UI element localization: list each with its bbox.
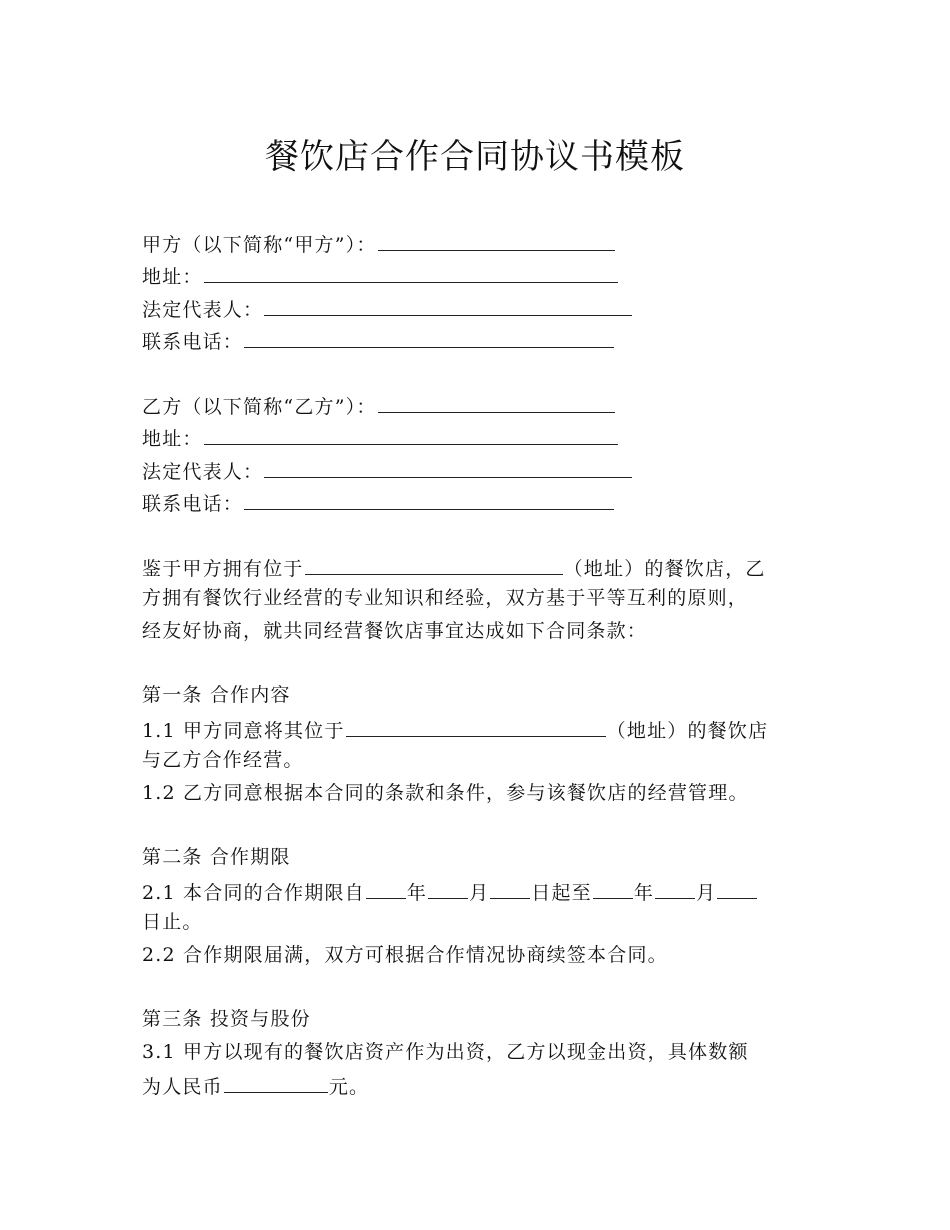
party-a-address-label: 地址： xyxy=(142,266,203,289)
party-b-name-line xyxy=(142,388,802,420)
party-b-address-blank xyxy=(204,420,618,445)
preamble-part-2: （地址）的餐饮店，乙 xyxy=(563,557,766,580)
party-b-rep-label: 法定代表人： xyxy=(142,460,264,483)
party-a-phone-line xyxy=(142,323,802,355)
spacer xyxy=(142,356,802,388)
article-1-heading: 第一条 合作内容 xyxy=(142,684,291,707)
preamble-part-1: 鉴于甲方拥有位于 xyxy=(142,557,304,580)
end-year-blank xyxy=(593,874,633,899)
end-day-blank xyxy=(717,874,757,899)
document-body xyxy=(142,226,802,1101)
preamble-address-blank xyxy=(305,550,563,575)
document-title: 餐饮店合作合同协议书模板 xyxy=(265,137,685,177)
amount-blank xyxy=(224,1068,328,1093)
party-b-phone-blank xyxy=(244,485,614,510)
party-a-phone-blank xyxy=(244,323,614,348)
party-b-address-line xyxy=(142,420,802,452)
party-b-rep-line xyxy=(142,453,802,485)
end-month-blank xyxy=(655,874,695,899)
start-day-blank xyxy=(490,874,530,899)
clause-2-1-prefix: 2.1 本合同的合作期限自 xyxy=(142,881,365,904)
clause-2-1-line-1 xyxy=(142,874,802,906)
preamble-line-2: 方拥有餐饮行业经营的专业知识和经验，双方基于平等互利的原则， xyxy=(142,587,749,610)
start-year-label: 年 xyxy=(406,881,428,904)
spacer xyxy=(142,809,802,841)
clause-2-1-line-2: 日止。 xyxy=(142,911,203,934)
spacer xyxy=(142,518,802,550)
party-a-rep-line xyxy=(142,291,802,323)
clause-1-1-part-1: 1.1 甲方同意将其位于 xyxy=(142,719,345,742)
start-month-blank xyxy=(428,874,468,899)
clause-1-2: 1.2 乙方同意根据本合同的条款和条件，参与该餐饮店的经营管理。 xyxy=(142,781,749,804)
start-day-label: 日起至 xyxy=(531,881,592,904)
party-a-name-line xyxy=(142,226,802,258)
party-b-phone-label: 联系电话： xyxy=(142,493,244,516)
end-month-label: 月 xyxy=(696,881,717,904)
party-a-name-label: 甲方（以下简称“甲方”）： xyxy=(142,234,377,256)
party-b-address-label: 地址： xyxy=(142,428,203,451)
preamble-line-1 xyxy=(142,550,802,582)
start-year-blank xyxy=(366,874,406,899)
spacer xyxy=(142,647,802,679)
party-a-rep-label: 法定代表人： xyxy=(142,298,264,321)
party-a-phone-label: 联系电话： xyxy=(142,331,244,354)
party-b-name-label: 乙方（以下简称“乙方”）： xyxy=(142,395,377,418)
end-year-label: 年 xyxy=(633,881,655,904)
clause-3-1-suffix: 元。 xyxy=(328,1076,370,1099)
clause-3-1-line-1: 3.1 甲方以现有的餐饮店资产作为出资，乙方以现金出资，具体数额 xyxy=(142,1040,749,1063)
clause-1-1-address-blank xyxy=(346,712,606,737)
party-a-address-line xyxy=(142,258,802,290)
article-2-heading: 第二条 合作期限 xyxy=(142,846,291,869)
party-b-rep-blank xyxy=(264,453,632,478)
clause-1-1-line-2: 与乙方合作经营。 xyxy=(142,749,304,772)
clause-2-2: 2.2 合作期限届满，双方可根据合作情况协商续签本合同。 xyxy=(142,943,668,966)
party-a-address-blank xyxy=(204,258,618,283)
clause-1-1-part-2: （地址）的餐饮店 xyxy=(606,719,769,742)
start-month-label: 月 xyxy=(469,881,490,904)
party-a-rep-blank xyxy=(264,291,632,316)
preamble-line-3: 经友好协商，就共同经营餐饮店事宜达成如下合同条款： xyxy=(142,619,648,642)
clause-3-1-prefix: 为人民币 xyxy=(142,1076,223,1099)
party-b-phone-line xyxy=(142,485,802,517)
article-3-heading: 第三条 投资与股份 xyxy=(142,1008,311,1031)
party-b-name-blank xyxy=(378,388,615,413)
clause-3-1-line-2 xyxy=(142,1068,802,1100)
party-a-name-blank xyxy=(378,226,615,251)
spacer xyxy=(142,971,802,1003)
clause-1-1-line-1 xyxy=(142,712,802,744)
